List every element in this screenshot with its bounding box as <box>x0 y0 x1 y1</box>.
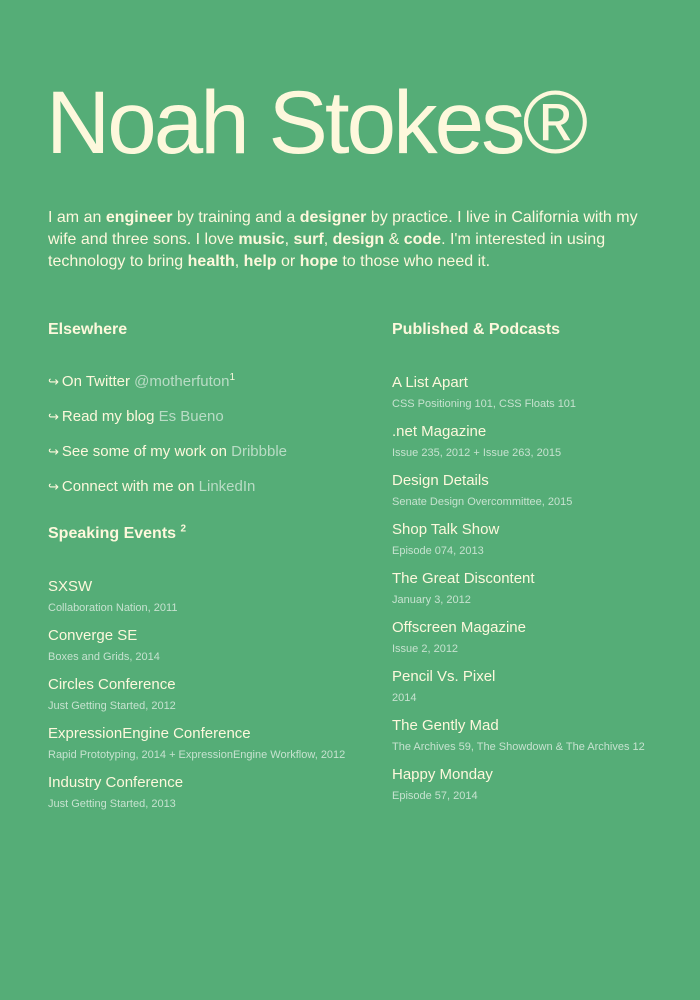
publication-title: The Gently Mad <box>392 717 499 734</box>
speaking-event-title: Circles Conference <box>48 676 176 693</box>
publication-title: Design Details <box>392 472 489 489</box>
return-arrow-icon: ↪ <box>48 445 59 460</box>
footnote-marker: 2 <box>180 523 187 535</box>
list-item <box>392 667 672 706</box>
publication-detail: Episode 57, 2014 <box>392 790 478 802</box>
return-arrow-icon: ↪ <box>48 375 59 390</box>
publication-detail: Issue 2, 2012 <box>392 643 459 655</box>
list-item <box>392 520 672 559</box>
list-item <box>392 569 672 608</box>
list-item <box>48 724 378 763</box>
blog-link[interactable]: Es Bueno <box>158 408 224 425</box>
speaking-event-detail: Rapid Prototyping, 2014 + ExpressionEngine Workflow, 2012 <box>48 749 346 761</box>
list-item <box>392 471 672 510</box>
speaking-event-detail: Collaboration Nation, 2011 <box>48 602 178 614</box>
intro-paragraph: I am an engineer by training and a designer by practice. I live in California with my wife and three sons. I love music, surf, design & code. I'm interested in using technology to bring health, help or hope to those who need it. <box>48 209 638 270</box>
list-item <box>392 618 672 657</box>
list-item <box>392 765 672 804</box>
left-column <box>48 320 378 822</box>
elsewhere-item-blog: ↪ Read my blog Es Bueno <box>48 408 224 425</box>
return-arrow-icon: ↪ <box>48 480 59 495</box>
speaking-event-title: Converge SE <box>48 627 138 644</box>
list-item <box>48 675 378 714</box>
elsewhere-title: Elsewhere <box>48 321 128 338</box>
published-list <box>392 373 672 804</box>
list-item <box>48 577 378 616</box>
return-arrow-icon: ↪ <box>48 410 59 425</box>
right-column <box>392 320 672 814</box>
linkedin-link[interactable]: LinkedIn <box>198 478 256 495</box>
publication-detail: The Archives 59, The Showdown & The Archives 12 <box>392 741 645 753</box>
elsewhere-item-linkedin: ↪ Connect with me on LinkedIn <box>48 478 256 495</box>
dribbble-link[interactable]: Dribbble <box>231 443 288 460</box>
publication-detail: Episode 074, 2013 <box>392 545 484 557</box>
speaking-event-title: SXSW <box>48 578 93 595</box>
publication-title: Shop Talk Show <box>392 521 500 538</box>
publication-title: .net Magazine <box>392 423 487 440</box>
publication-detail: CSS Positioning 101, CSS Floats 101 <box>392 398 577 410</box>
speaking-event-detail: Just Getting Started, 2012 <box>48 700 176 712</box>
publication-title: The Great Discontent <box>392 570 535 587</box>
publication-title: Offscreen Magazine <box>392 619 526 636</box>
page-title: Noah Stokes® <box>46 72 586 172</box>
speaking-title: Speaking Events $^2$ <box>48 523 187 542</box>
publication-title: Happy Monday <box>392 766 493 783</box>
speaking-event-title: Industry Conference <box>48 774 184 791</box>
footnote-marker: 1 <box>229 372 235 383</box>
published-title: Published & Podcasts <box>392 321 561 338</box>
elsewhere-item-dribbble: ↪ See some of my work on Dribbble <box>48 443 288 460</box>
elsewhere-item-twitter: ↪ On Twitter @motherfuton$^1$ <box>48 372 235 390</box>
list-item <box>392 716 672 755</box>
speaking-event-detail: Just Getting Started, 2013 <box>48 798 176 810</box>
publication-detail: 2014 <box>392 692 417 704</box>
list-item <box>392 373 672 412</box>
publication-detail: Senate Design Overcommittee, 2015 <box>392 496 573 508</box>
speaking-event-title: ExpressionEngine Conference <box>48 725 251 742</box>
publication-title: Pencil Vs. Pixel <box>392 668 496 685</box>
publication-detail: January 3, 2012 <box>392 594 471 606</box>
speaking-event-detail: Boxes and Grids, 2014 <box>48 651 160 663</box>
list-item <box>48 626 378 665</box>
twitter-link[interactable]: @motherfuton <box>134 373 230 390</box>
elsewhere-list <box>48 372 378 498</box>
speaking-list <box>48 577 378 812</box>
list-item <box>48 773 378 812</box>
publication-detail: Issue 235, 2012 + Issue 263, 2015 <box>392 447 562 459</box>
list-item <box>392 422 672 461</box>
publication-title: A List Apart <box>392 374 468 391</box>
